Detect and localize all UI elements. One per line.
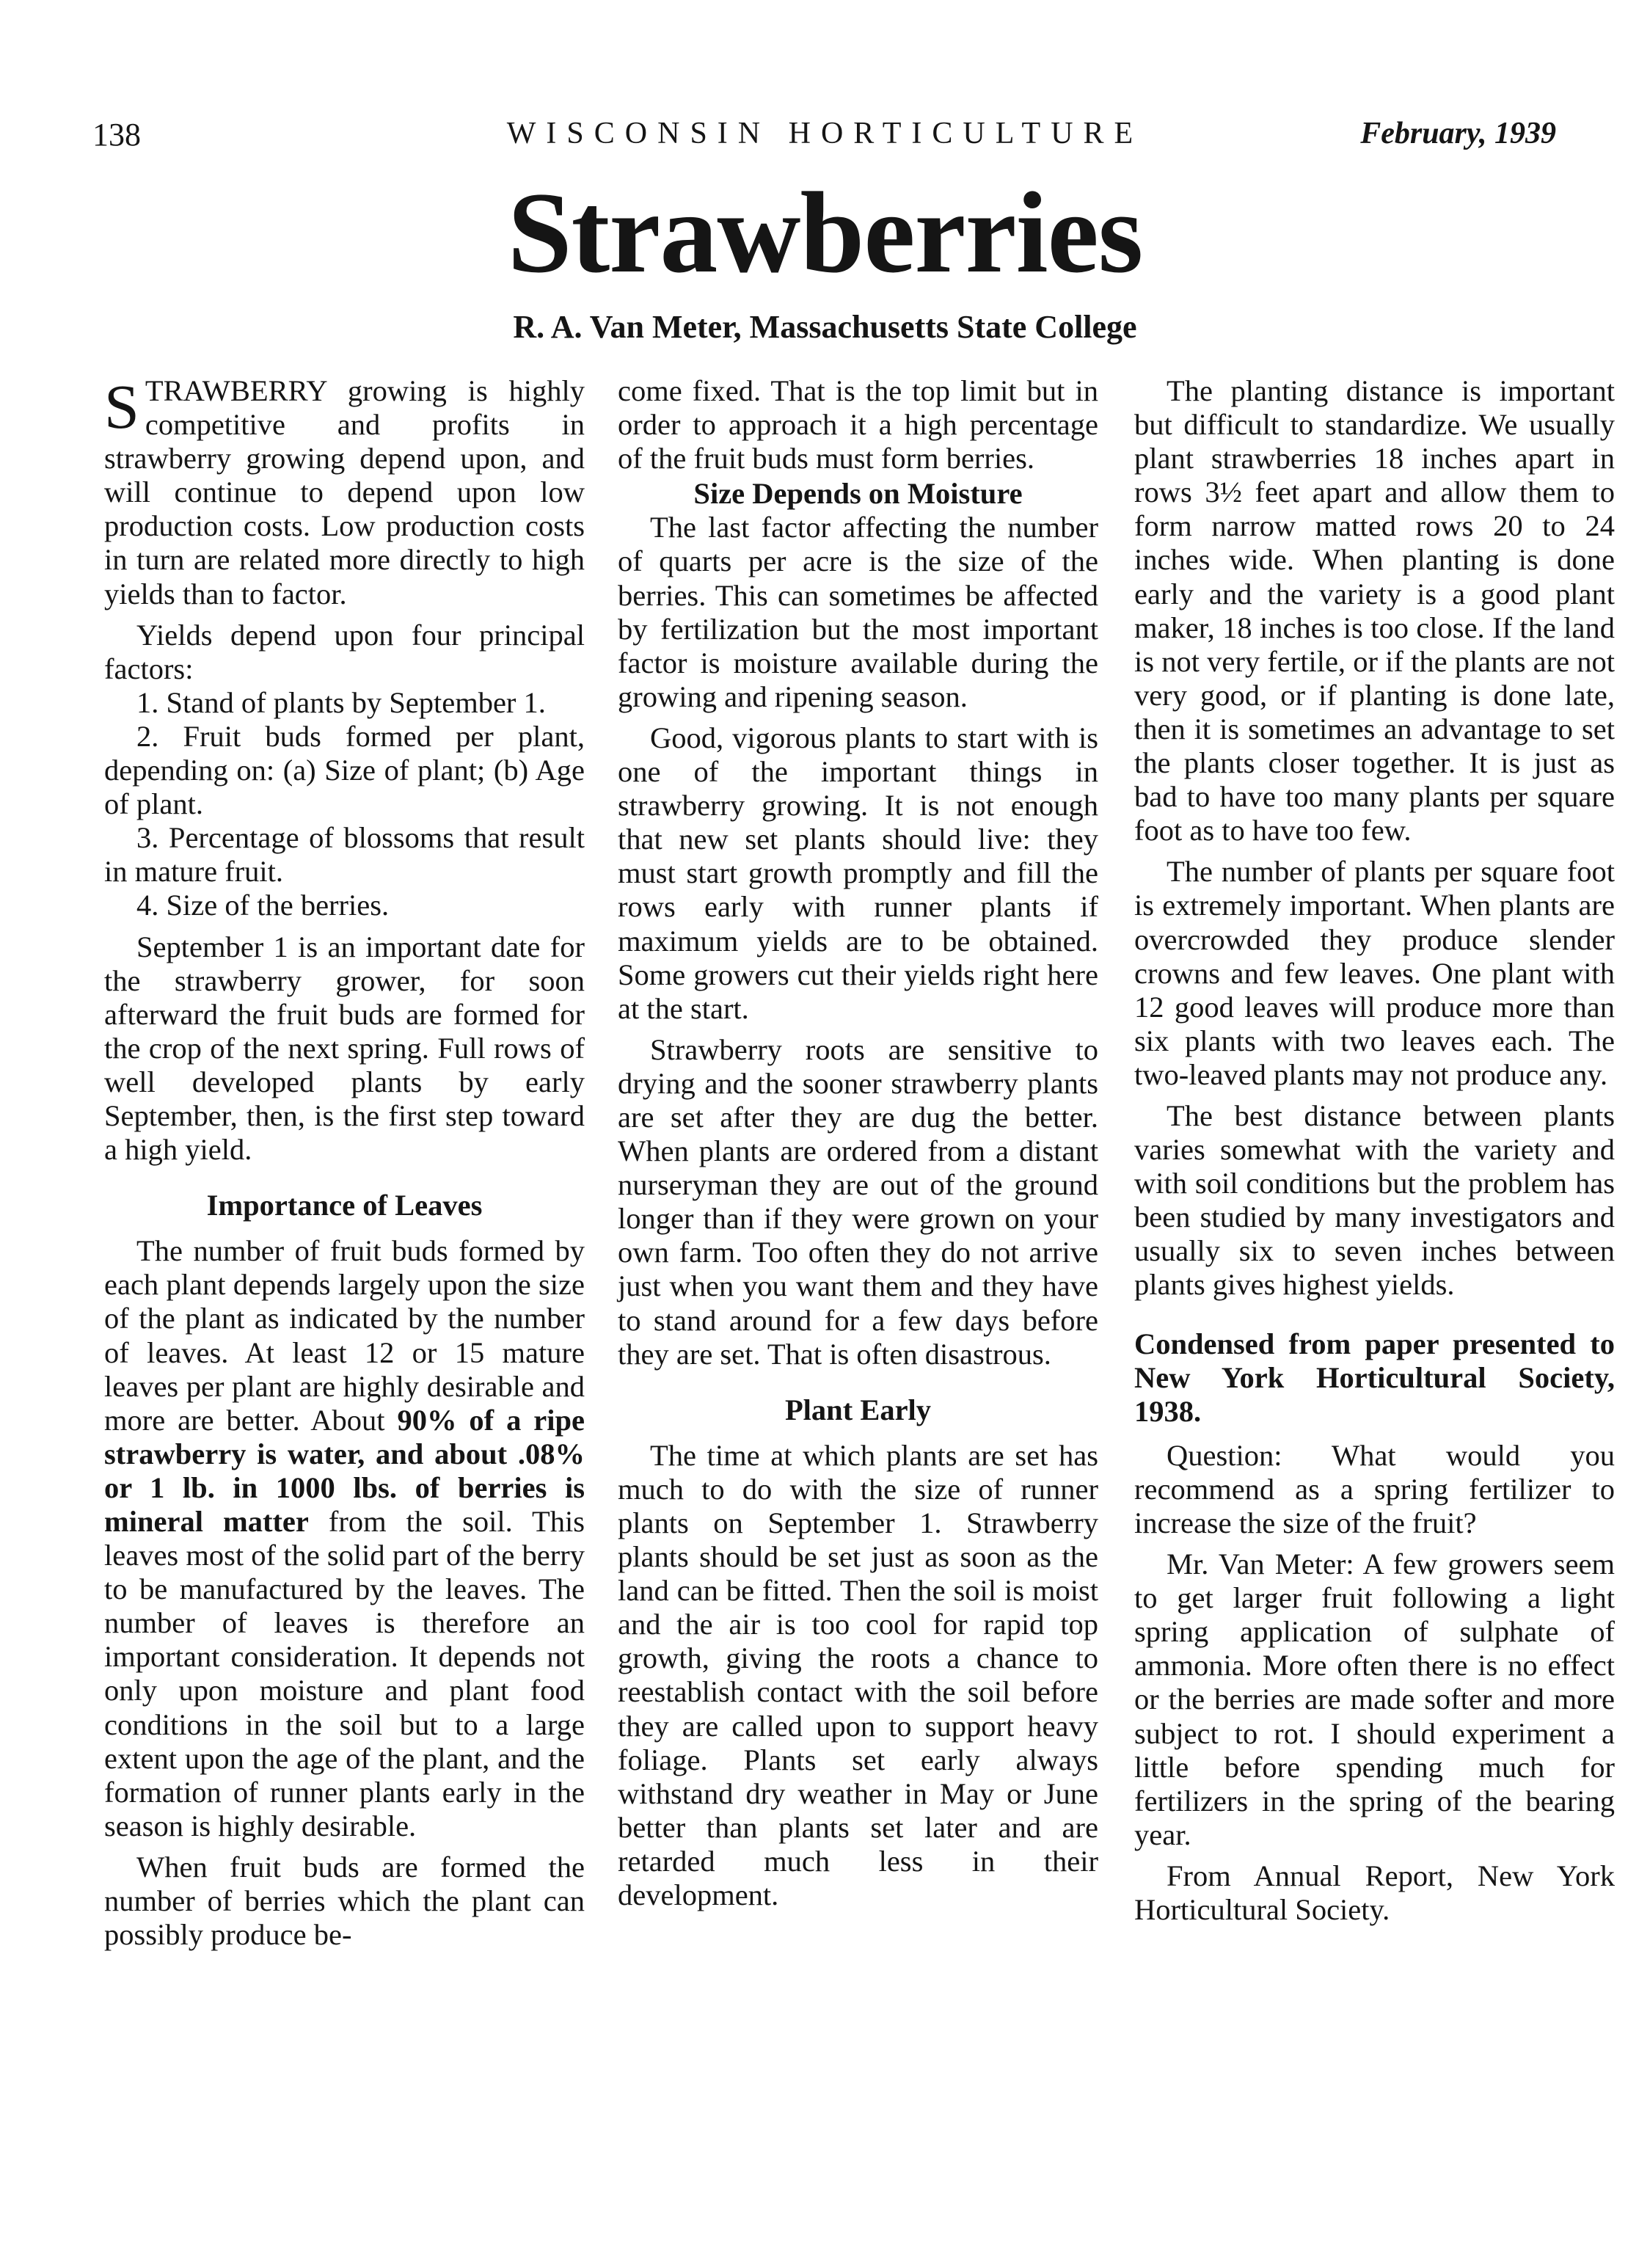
paragraph: The number of fruit buds formed by each plant depends largely upon the size of the plant as indicated by the number of leaves. At least 12 or 15 mature leaves per plant are highly desirable and more are better. About 90% of a ripe strawberry is water, and about .08% or 1 lb. in 1000 lbs. of berries is mineral matter from the soil. This leaves most of the solid part of the berry to be manufactured by the leaves. The number of leaves is therefore an important consideration. It depends not only upon moisture and plant food conditions in the soil but to a large extent upon the age of the plant, and the formation of runner plants early in the season is highly desirable. [104, 1234, 585, 1842]
paragraph: Strawberry roots are sensitive to drying and the sooner strawberry plants are set after they are dug the better. When plants are ordered from a distant nurseryman they are out of the ground longer than if they were grown on your own farm. Too often they do not arrive just when you want them and they have to stand around for a few days before they are set. That is often disastrous. [618, 1032, 1098, 1371]
paragraph: The last factor affecting the number of quarts per acre is the size of the berries. This can sometimes be affected by fertilization but the most important factor is moisture available during the growing and ripening season. [618, 511, 1098, 713]
list-item: 1. Stand of plants by September 1. [136, 685, 546, 719]
source-note: From Annual Report, New York Horticultural Society. [1134, 1859, 1615, 1927]
issue-date: February, 1939 [1360, 117, 1556, 150]
running-head [0, 116, 1650, 160]
column-1 [104, 371, 585, 1952]
page-number: 138 [92, 117, 141, 153]
journal-title: WISCONSIN HORTICULTURE [506, 117, 1144, 150]
list-item: 2. Fruit buds formed per plant, depending on: (a) Size of plant; (b) Age of plant. [104, 719, 585, 821]
paragraph: Good, vigorous plants to start with is one of the important things in strawberry growing. It is not enough that new set plants should live: they must start growth promptly and fill the rows early with runner plants if maximum yields are to be obtained. Some growers cut their yields right here at the start. [618, 721, 1098, 1025]
section-heading: Importance of Leaves [206, 1189, 483, 1222]
answer: Mr. Van Meter: A few growers seem to get larger fruit following a light spring application of sulphate of ammonia. More often there is no effect or the berries are made softer and more subject to rot. I should experiment a little before spending much for fertilizers in the spring of the bearing year. [1134, 1547, 1615, 1851]
condensed-note: Condensed from paper presented to New York Horticultural Society, 1938. [1134, 1327, 1615, 1428]
section-heading: Size Depends on Moisture [693, 477, 1023, 511]
paragraph: The planting distance is important but difficult to standardize. We usually plant strawberries 18 inches apart in rows 3½ feet apart and allow them to form narrow matted rows 20 to 24 inches wide. When planting is done early and the variety is a good plant maker, 18 inches is too close. If the land is not very fertile, or if the plants are not very good, or if planting is done late, then it is sometimes an advantage to set the plants closer together. It is just as bad to have too many plants per square foot as to have too few. [1134, 374, 1615, 847]
article-title: Strawberries [507, 169, 1143, 297]
paragraph: Yields depend upon four principal factors: [104, 618, 585, 685]
list-item: 4. Size of the berries. [136, 889, 390, 922]
column-2 [618, 374, 1098, 1912]
section-heading: Plant Early [784, 1393, 932, 1426]
paragraph: September 1 is an important date for the strawberry grower, for soon afterward the fruit buds are formed for the crop of the next spring. Full rows of well developed plants by early September, then, is the first step toward a high yield. [104, 930, 585, 1167]
paragraph: The time at which plants are set has much to do with the size of runner plants on September 1. Strawberry plants should be set just as soon as the land can be fitted. Then the soil is moist and the air is too cool for rapid top growth, giving the roots a chance to reestablish contact with the soil before they are called upon to support heavy foliage. Plants set early always withstand dry weather in May or June better than plants set later and are retarded much less in their development. [618, 1438, 1098, 1912]
paragraph: When fruit buds are formed the number of berries which the plant can possibly produce be- [104, 1850, 585, 1952]
article-byline: R. A. Van Meter, Massachusetts State College [513, 309, 1137, 345]
paragraph: The best distance between plants varies somewhat with the variety and with soil conditions but the problem has been studied by many investigators and usually six to seven inches between plants gives highest yields. [1134, 1098, 1615, 1302]
paragraph-intro: STRAWBERRY growing is highly competitive and profits in strawberry growing depend upon, and will continue to depend upon low production costs. Low production costs in turn are related more directly to high yields than to factor. [104, 371, 585, 610]
paragraph: The number of plants per square foot is extremely important. When plants are overcrowded they produce slender crowns and few leaves. One plant with 12 good leaves will produce more than six plants with two leaves each. The two-leaved plants may not produce any. [1134, 855, 1615, 1091]
question: Question: What would you recommend as a spring fertilizer to increase the size of the fruit? [1134, 1438, 1615, 1539]
bold-statement: 90% of a ripe strawberry is water, and about .08% or 1 lb. in 1000 lbs. of berries is mineral matter [104, 1403, 585, 1538]
list-item: 3. Percentage of blossoms that result in mature fruit. [104, 821, 585, 889]
paragraph: come fixed. That is the top limit but in order to approach it a high percentage of the fruit buds must form berries. [618, 374, 1098, 475]
drop-cap: S [104, 371, 139, 442]
column-3 [1134, 374, 1615, 1927]
